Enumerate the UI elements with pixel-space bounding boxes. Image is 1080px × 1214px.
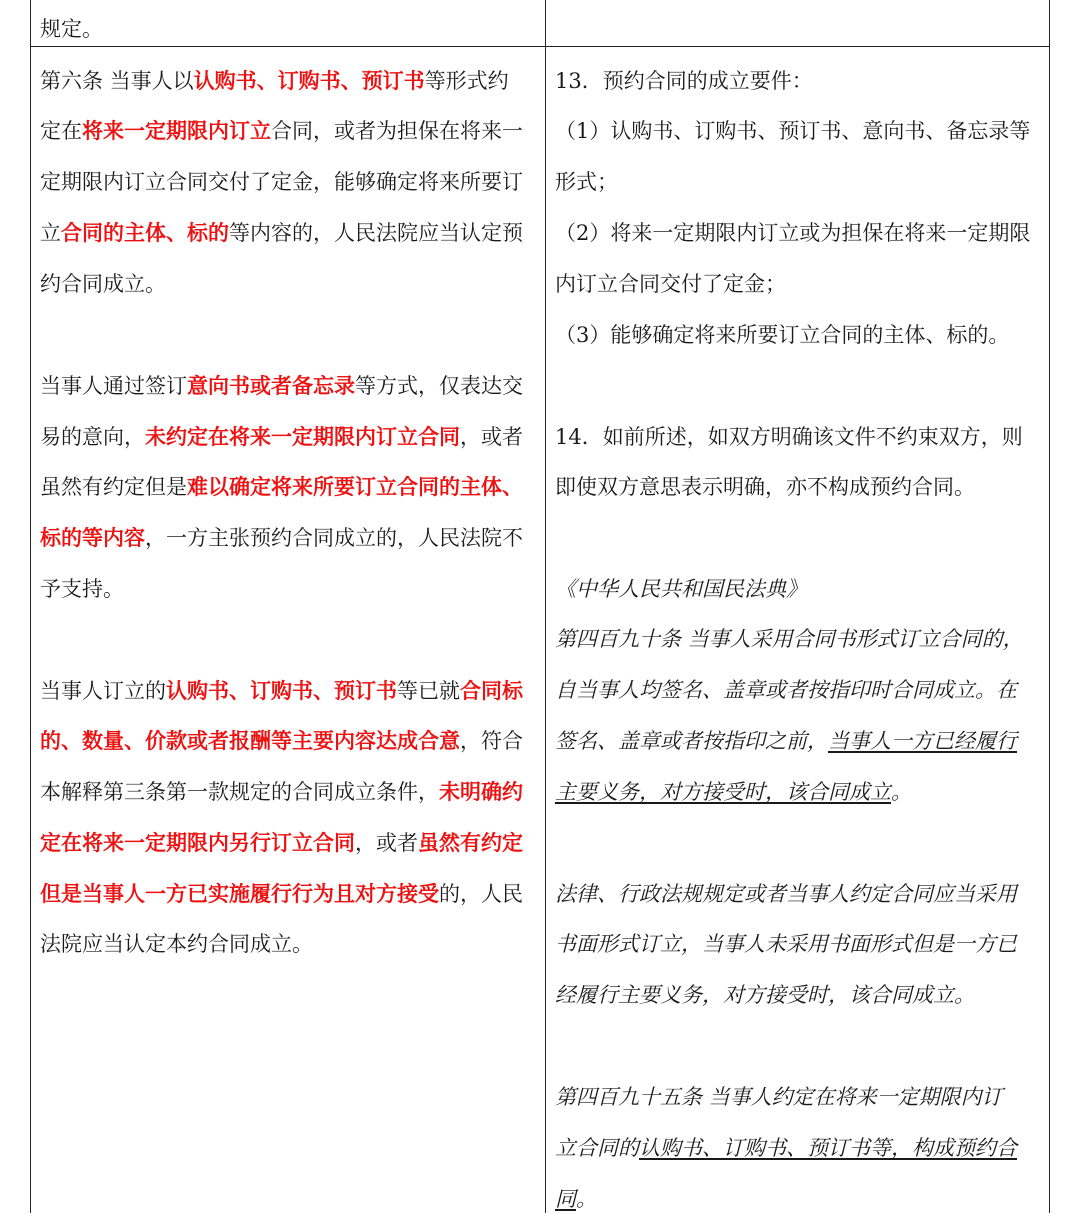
text-segment: 认购书、订购书、预订书等，构成预约合: [639, 1136, 1017, 1160]
text-line: [40, 472, 523, 502]
text-line: [40, 66, 509, 96]
text-segment: 规定。: [40, 17, 103, 41]
text-segment: 立: [40, 221, 61, 245]
text-segment: 法院应当认定本约合同成立。: [40, 932, 313, 956]
text-line: [40, 523, 523, 553]
text-line: [40, 14, 103, 44]
text-line: [555, 269, 786, 299]
text-line: [40, 828, 523, 858]
text-segment: 第四百九十条 当事人采用合同书形式订立合同的，: [555, 627, 1024, 651]
text-segment: 自当事人均签名、盖章或者按指印时合同成立。在: [555, 678, 1017, 702]
text-line: [555, 320, 1009, 350]
text-segment: 等已就: [397, 679, 460, 703]
text-line: [555, 422, 1023, 452]
text-line: [555, 777, 912, 807]
text-line: [40, 167, 523, 197]
text-line: [555, 726, 1017, 756]
text-segment: ，或者: [460, 425, 523, 449]
text-line: [40, 422, 523, 452]
highlighted-text: 但是当事人一方已实施履行行为且对方接受: [40, 881, 439, 906]
text-segment: 经履行主要义务，对方接受时，该合同成立。: [555, 983, 975, 1007]
text-segment: 法律、行政法规规定或者当事人约定合同应当采用: [555, 882, 1017, 906]
text-segment: 。: [576, 1187, 597, 1211]
text-line: [40, 574, 124, 604]
text-line: [555, 1184, 597, 1214]
text-segment: 同: [555, 1187, 576, 1211]
text-segment: 第四百九十五条 当事人约定在将来一定期限内订: [555, 1085, 1003, 1109]
text-segment: 书面形式订立，当事人未采用书面形式但是一方已: [555, 932, 1017, 956]
text-segment: 当事人订立的: [40, 679, 166, 703]
text-segment: 约合同成立。: [40, 272, 166, 296]
text-line: [555, 929, 1017, 959]
table-column-divider: [545, 0, 546, 1213]
text-line: [555, 624, 1024, 654]
highlighted-text: 难以确定将来所要订立合同的主体、: [187, 474, 523, 499]
text-line: [555, 116, 1030, 146]
highlighted-text: 合同标: [460, 678, 523, 703]
highlighted-text: 未明确约: [439, 779, 523, 804]
table-right-border: [1049, 0, 1050, 1213]
highlighted-text: 认购书、订购书、预订书: [193, 68, 425, 93]
highlighted-text: 意向书或者备忘录: [187, 373, 355, 398]
text-segment: 定在: [40, 119, 82, 143]
highlighted-text: 将来一定期限内订立: [82, 118, 271, 143]
text-line: [40, 777, 523, 807]
text-segment: 签名、盖章或者按指印之前，: [555, 729, 828, 753]
text-segment: 14．如前所述，如双方明确该文件不约束双方，则: [555, 425, 1023, 449]
text-line: [40, 929, 313, 959]
text-line: [555, 675, 1017, 705]
text-segment: 《中华人民共和国民法典》: [555, 577, 807, 601]
text-segment: 等形式约: [424, 69, 509, 93]
text-segment: 合同，或者为担保在将来一: [271, 119, 523, 143]
text-segment: 当事人一方已经履行: [828, 729, 1017, 753]
text-segment: 立合同的: [555, 1136, 639, 1160]
text-line: [40, 269, 166, 299]
text-segment: 形式；: [555, 170, 618, 194]
text-segment: 主要义务，对方接受时，该合同成立: [555, 780, 891, 804]
text-segment: 当事人通过签订: [40, 374, 187, 398]
text-line: [40, 879, 523, 909]
text-line: [555, 1133, 1017, 1163]
text-segment: 的，人民: [439, 882, 523, 906]
table-row-divider: [30, 46, 1050, 47]
text-line: [555, 574, 807, 604]
highlighted-text: 标的等内容: [40, 525, 145, 550]
highlighted-text: 未约定在将来一定期限内订立合同: [145, 424, 460, 449]
highlighted-text: 合同的主体、标的: [61, 220, 229, 245]
text-line: [555, 980, 975, 1010]
text-line: [40, 676, 523, 706]
text-segment: ，或者: [355, 831, 418, 855]
text-segment: 虽然有约定但是: [40, 475, 187, 499]
text-line: [40, 218, 523, 248]
text-segment: 予支持。: [40, 577, 124, 601]
text-segment: 。: [891, 780, 912, 804]
text-segment: ，一方主张预约合同成立的，人民法院不: [145, 526, 523, 550]
text-line: [40, 116, 523, 146]
text-segment: （1）认购书、订购书、预订书、意向书、备忘录等: [555, 119, 1031, 143]
text-line: [555, 66, 813, 96]
text-segment: 即使双方意思表示明确，亦不构成预约合同。: [555, 475, 975, 499]
text-segment: 13．预约合同的成立要件：: [555, 69, 813, 93]
highlighted-text: 定在将来一定期限内另行订立合同: [40, 830, 355, 855]
text-line: [555, 879, 1017, 909]
text-line: [555, 218, 1030, 248]
table-left-border: [30, 0, 31, 1213]
text-segment: 内订立合同交付了定金；: [555, 272, 786, 296]
text-line: [40, 371, 523, 401]
text-segment: （3）能够确定将来所要订立合同的主体、标的。: [555, 323, 1010, 347]
text-line: [40, 726, 523, 756]
text-segment: 等内容的，人民法院应当认定预: [229, 221, 523, 245]
text-segment: 易的意向，: [40, 425, 145, 449]
text-line: [555, 167, 618, 197]
highlighted-text: 虽然有约定: [418, 830, 523, 855]
highlighted-text: 的、数量、价款或者报酬等主要内容达成合意: [40, 728, 460, 753]
text-segment: 定期限内订立合同交付了定金，能够确定将来所要订: [40, 170, 523, 194]
text-segment: （2）将来一定期限内订立或为担保在将来一定期限: [555, 221, 1031, 245]
text-line: [555, 472, 975, 502]
text-segment: 等方式，仅表达交: [355, 374, 523, 398]
text-segment: ，符合: [460, 729, 523, 753]
text-segment: 本解释第三条第一款规定的合同成立条件，: [40, 780, 439, 804]
highlighted-text: 认购书、订购书、预订书: [166, 678, 397, 703]
text-segment: 第六条 当事人以: [40, 69, 194, 93]
text-line: [555, 1082, 1003, 1112]
